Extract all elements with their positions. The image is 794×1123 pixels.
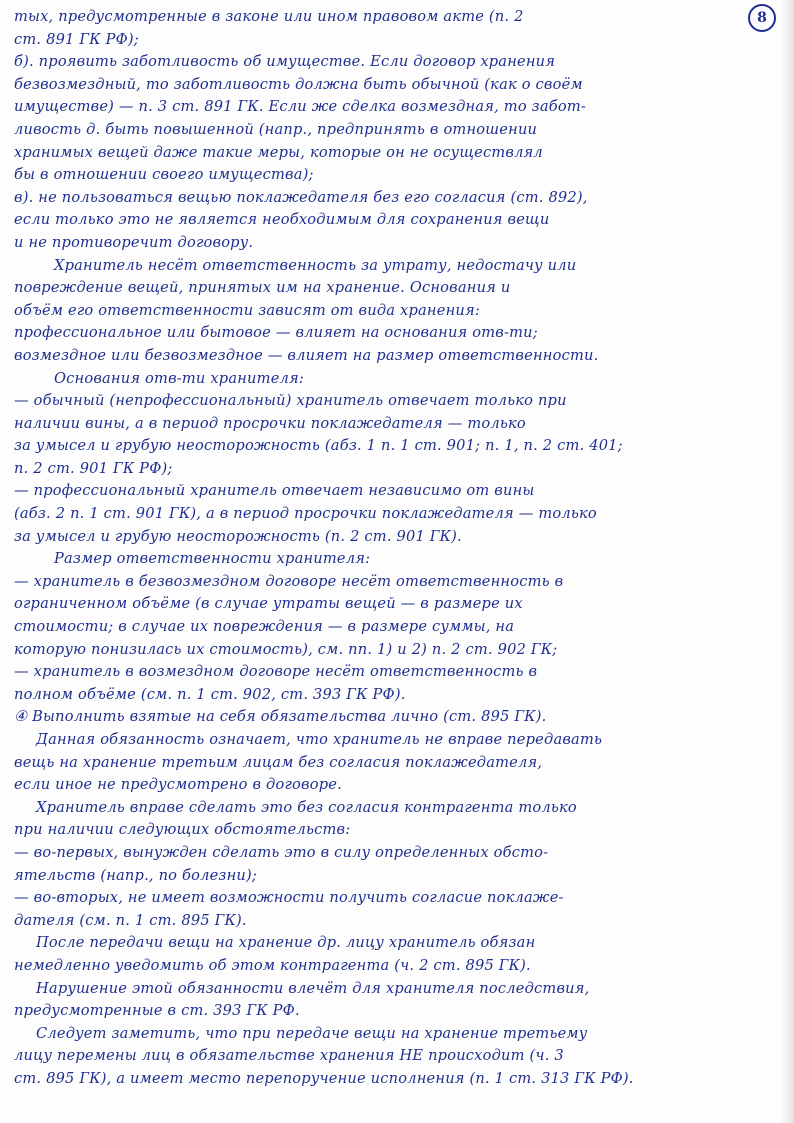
text-line: ливость д. быть повышенной (напр., предпринять в отношении — [14, 120, 538, 138]
text-line: Следует заметить, что при передаче вещи на хранение третьему — [36, 1024, 588, 1042]
text-line: бы в отношении своего имущества); — [14, 166, 314, 184]
text-line: немедленно уведомить об этом контрагента (ч. 2 ст. 895 ГК). — [14, 956, 531, 974]
text-line: профессиональное или бытовое — влияет на основания отв-ти; — [14, 324, 538, 342]
text-line: дателя (см. п. 1 ст. 895 ГК). — [14, 911, 247, 929]
text-line: тых, предусмотренные в законе или ином правовом акте (п. 2 — [14, 8, 524, 25]
text-line: — во-первых, вынужден сделать это в силу определенных обсто- — [14, 843, 549, 861]
text-line: при наличии следующих обстоятельств: — [14, 821, 351, 839]
text-line: наличии вины, а в период просрочки поклажедателя — только — [14, 414, 526, 432]
text-line: и не противоречит договору. — [14, 233, 254, 251]
text-line: п. 2 ст. 901 ГК РФ); — [14, 459, 173, 477]
text-line: — хранитель в безвозмездном договоре несёт ответственность в — [14, 572, 564, 590]
text-line: ст. 895 ГК), а имеет место перепоручение исполнения (п. 1 ст. 313 ГК РФ). — [14, 1069, 634, 1087]
text-line: б). проявить заботливость об имуществе. Если договор хранения — [14, 53, 556, 71]
text-line: ограниченном объёме (в случае утраты вещей — в размере их — [14, 595, 523, 613]
text-line: объём его ответственности зависят от вида хранения: — [14, 301, 480, 319]
text-line: если только это не является необходимым для сохранения вещи — [14, 211, 550, 229]
text-line: в). не пользоваться вещью поклажедателя без его согласия (ст. 892), — [14, 188, 588, 206]
text-line: предусмотренные в ст. 393 ГК РФ. — [14, 1002, 300, 1020]
text-line: Хранитель вправе сделать это без согласия контрагента только — [36, 798, 577, 816]
text-line: если иное не предусмотрено в договоре. — [14, 776, 342, 794]
text-line: лицу перемены лиц в обязательстве хранения НЕ происходит (ч. 3 — [14, 1047, 564, 1065]
text-line: за умысел и грубую неосторожность (абз. 1 п. 1 ст. 901; п. 1, п. 2 ст. 401; — [14, 437, 623, 455]
text-line: ятельств (напр., по болезни); — [14, 866, 258, 884]
text-line: Размер ответственности хранителя: — [54, 550, 371, 568]
text-line: за умысел и грубую неосторожность (п. 2 ст. 901 ГК). — [14, 527, 462, 545]
text-line: — обычный (непрофессиональный) хранитель отвечает только при — [14, 392, 567, 410]
text-line: ④ Выполнить взятые на себя обязательства лично (ст. 895 ГК). — [14, 708, 547, 726]
text-line: Данная обязанность означает, что хранитель не вправе передавать — [36, 731, 603, 748]
text-line: После передачи вещи на хранение др. лицу хранитель обязан — [36, 934, 536, 952]
page-number: 8 — [748, 4, 776, 32]
text-line: стоимости; в случае их повреждения — в размере суммы, на — [14, 618, 515, 636]
text-line: Основания отв-ти хранителя: — [54, 369, 305, 387]
text-line: — профессиональный хранитель отвечает независимо от вины — [14, 482, 535, 500]
text-line: повреждение вещей, принятых им на хранение. Основания и — [14, 279, 511, 297]
text-line: которую понизилась их стоимость), см. пп. 1) и 2) п. 2 ст. 902 ГК; — [14, 640, 558, 658]
text-line: (абз. 2 п. 1 ст. 901 ГК), а в период просрочки поклажедателя — только — [14, 505, 597, 523]
text-line: — во-вторых, не имеет возможности получить согласие поклаже- — [14, 889, 564, 907]
text-line: — хранитель в возмездном договоре несёт ответственность в — [14, 663, 538, 681]
text-line: полном объёме (см. п. 1 ст. 902, ст. 393 ГК РФ). — [14, 685, 406, 703]
text-line: возмездное или безвозмездное — влияет на размер ответственности. — [14, 346, 599, 364]
text-line: Нарушение этой обязанности влечёт для хранителя последствия, — [36, 979, 590, 997]
text-line: безвозмездный, то заботливость должна быть обычной (как о своём — [14, 75, 583, 93]
text-line: ст. 891 ГК РФ); — [14, 30, 139, 48]
handwritten-text — [14, 6, 754, 1091]
text-line: хранимых вещей даже такие меры, которые он не осуществлял — [14, 143, 543, 161]
text-line: вещь на хранение третьим лицам без согласия поклажедателя, — [14, 753, 543, 771]
text-line: имуществе) — п. 3 ст. 891 ГК. Если же сделка возмездная, то забот- — [14, 98, 586, 116]
text-line: Хранитель несёт ответственность за утрату, недостачу или — [54, 256, 577, 274]
